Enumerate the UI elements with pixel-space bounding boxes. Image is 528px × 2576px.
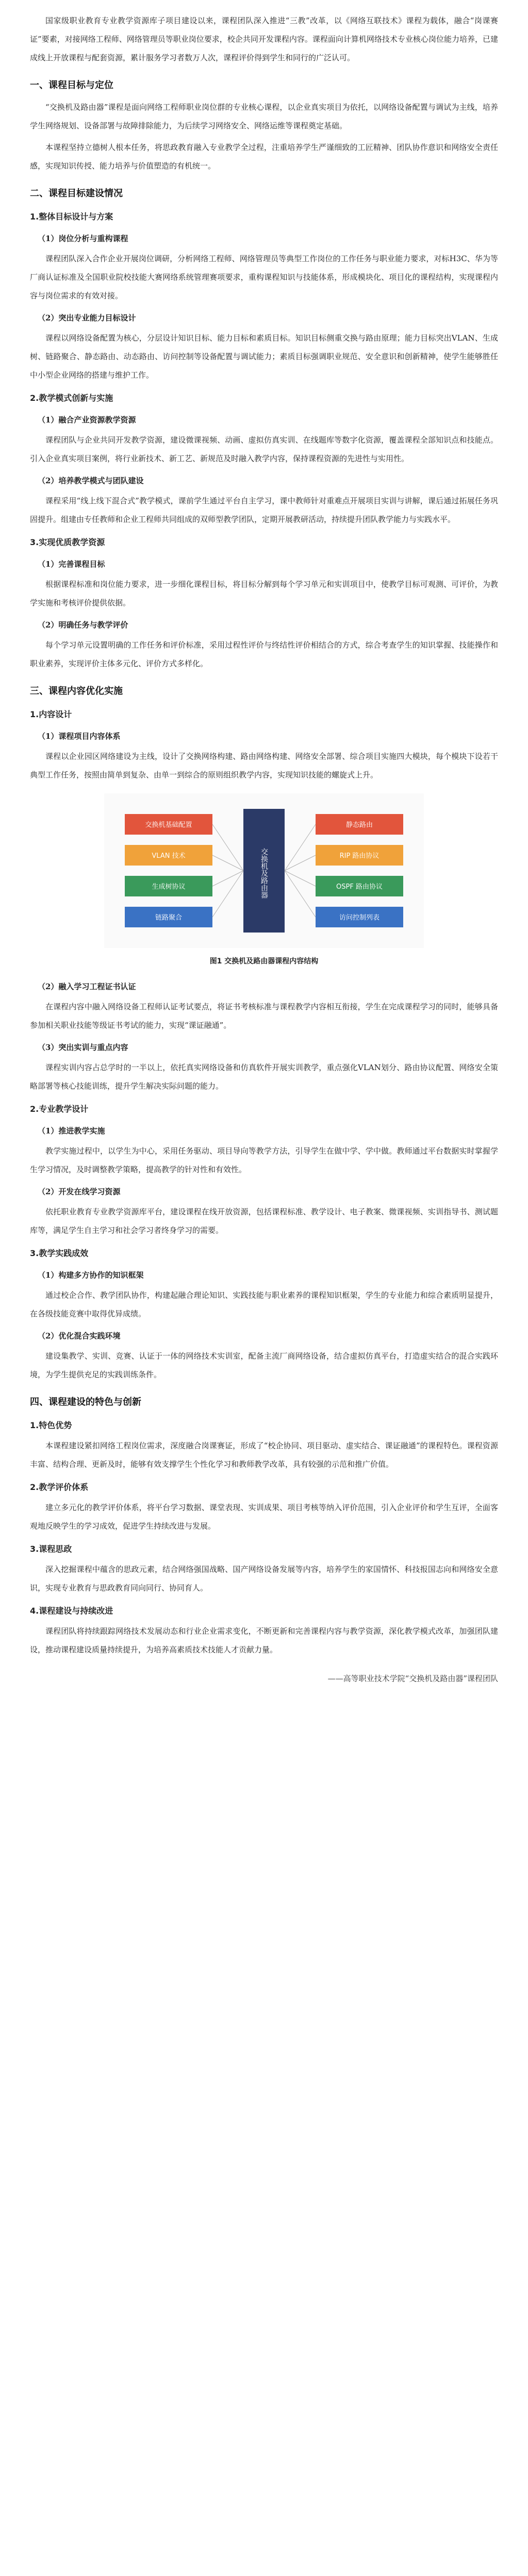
paragraph: 课程团队与企业共同开发教学资源，建设微课视频、动画、虚拟仿真实训、在线题库等数字化资源，覆盖课程全部知识点和技能点。引入企业真实项目案例，将行业新技术、新工艺、新规范及时融入教学内容，保持课程资源的先进性与实用性。: [30, 435, 498, 463]
right-item-label: OSPF 路由协议: [336, 883, 383, 891]
left-item-label: 生成树协议: [152, 883, 186, 891]
item-title: （1）课程项目内容体系: [38, 732, 121, 741]
subsection-title: 2.教学模式创新与实施: [30, 393, 113, 403]
item-title: （2）开发在线学习资源: [38, 1187, 121, 1196]
paragraph: “交换机及路由器”课程是面向网络工程师职业岗位群的专业核心课程，以企业真实项目为依托，以网络设备配置与调试为主线，培养学生网络规划、设备部署与故障排除能力，为后续学习网络安全、网络运维等课程奠定基础。: [30, 103, 498, 130]
intro-paragraph: 国家级职业教育专业教学资源库子项目建设以来，课程团队深入推进“三教”改革，以《网络互联技术》课程为载体，融合“岗课赛证”要素，对接网络工程师、网络管理员等职业岗位要求，校企共同开发课程内容。课程面向计算机网络技术专业核心岗位能力培养，已建成线上开放课程与配套资源，累计服务学习者数万人次，课程评价得到学生和同行的广泛认可。: [30, 16, 498, 62]
subsection-title: 3.课程思政: [30, 1544, 72, 1554]
section-title: 三、课程内容优化实施: [30, 686, 123, 697]
subsection-title: 2.专业教学设计: [30, 1104, 89, 1114]
paragraph: 课程以企业园区网络建设为主线，设计了交换网络构建、路由网络构建、网络安全部署、综合项目实施四大模块，每个模块下设若干典型工作任务，按照由简单到复杂、由单一到综合的原则组织教学内容，实现知识技能的螺旋式上升。: [30, 752, 498, 779]
paragraph: 课程团队将持续跟踪网络技术发展动态和行业企业需求变化，不断更新和完善课程内容与教学资源，深化教学模式改革，加强团队建设，推动课程建设质量持续提升，为培养高素质技术技能人才贡献力量。: [30, 1626, 498, 1654]
paragraph: 依托职业教育专业教学资源库平台，建设课程在线开放资源，包括课程标准、教学设计、电子教案、微课视频、实训指导书、测试题库等，满足学生自主学习和社会学习者终身学习的需要。: [30, 1207, 498, 1235]
paragraph: 建设集教学、实训、竞赛、认证于一体的网络技术实训室，配备主流厂商网络设备，结合虚拟仿真平台，打造虚实结合的混合实践环境，为学生提供充足的实践训练条件。: [30, 1351, 498, 1379]
subsection-title: 3.实现优质教学资源: [30, 537, 105, 547]
subsection-title: 3.教学实践成效: [30, 1248, 89, 1258]
center-label: 交换机及路由器: [260, 848, 268, 899]
item-title: （1）岗位分析与重构课程: [38, 234, 128, 243]
paragraph: 课程采用“线上线下混合式”教学模式，课前学生通过平台自主学习，课中教师针对重难点开展项目实训与讲解，课后通过拓展任务巩固提升。组建由专任教师和企业工程师共同组成的双师型教学团队，定期开展教研活动，持续提升团队教学能力与实践水平。: [30, 496, 498, 524]
paragraph: 课程团队深入合作企业开展岗位调研，分析网络工程师、网络管理员等典型工作岗位的工作任务与职业能力要求，对标H3C、华为等厂商认证标准及全国职业院校技能大赛网络系统管理赛项要求，重构课程知识与技能体系，形成模块化、项目化的课程结构，实现课程内容与岗位需求的有效对接。: [30, 254, 498, 300]
item-title: （1）构建多方协作的知识框架: [38, 1270, 144, 1280]
paragraph: 课程实训内容占总学时的一半以上，依托真实网络设备和仿真软件开展实训教学，重点强化VLAN划分、路由协议配置、网络安全策略部署等核心技能训练，提升学生解决实际问题的能力。: [30, 1063, 498, 1091]
paragraph: 本课程坚持立德树人根本任务，将思政教育融入专业教学全过程，注重培养学生严谨细致的工匠精神、团队协作意识和网络安全责任感，实现知识传授、能力培养与价值塑造的有机统一。: [30, 143, 498, 171]
paragraph: 建立多元化的教学评价体系，将平台学习数据、课堂表现、实训成果、项目考核等纳入评价范围，引入企业评价和学生互评，全面客观地反映学生的学习成效，促进学生持续改进与发展。: [30, 1503, 498, 1531]
item-title: （2）优化混合实践环境: [38, 1331, 121, 1341]
left-items: [125, 814, 212, 927]
paragraph: 在课程内容中融入网络设备工程师认证考试要点，将证书考核标准与课程教学内容相互衔接，学生在完成课程学习的同时，能够具备参加相关职业技能等级证书考试的能力，实现“课证融通”。: [30, 1002, 498, 1030]
figure-caption: 图1 交换机及路由器课程内容结构: [209, 957, 319, 965]
item-title: （1）融合产业资源教学资源: [38, 415, 136, 425]
left-item-label: 交换机基础配置: [145, 821, 192, 829]
subsection-title: 1.特色优势: [30, 1420, 72, 1430]
item-title: （3）突出实训与重点内容: [38, 1043, 128, 1052]
left-item-label: 链路聚合: [155, 914, 183, 922]
course-structure-figure: [104, 793, 424, 948]
section-title: 一、课程目标与定位: [30, 80, 113, 91]
item-title: （2）融入学习工程证书认证: [38, 982, 136, 991]
article-signature: ——高等职业技术学院“交换机及路由器”课程团队: [327, 1674, 498, 1683]
item-title: （2）明确任务与教学评价: [38, 620, 128, 630]
paragraph: 通过校企合作、教学团队协作，构建起融合理论知识、实践技能与职业素养的课程知识框架，学生的专业能力和综合素质明显提升，在各级技能竞赛中取得优异成绩。: [30, 1291, 498, 1318]
paragraph: 根据课程标准和岗位能力要求，进一步细化课程目标，将目标分解到每个学习单元和实训项目中，使教学目标可观测、可评价，为教学实施和考核评价提供依据。: [30, 580, 498, 607]
right-item-label: 静态路由: [345, 821, 373, 829]
subsection-title: 1.整体目标设计与方案: [30, 212, 113, 222]
right-item-label: 访问控制列表: [339, 914, 380, 922]
paragraph: 深入挖掘课程中蕴含的思政元素，结合网络强国战略、国产网络设备发展等内容，培养学生的家国情怀、科技报国志向和网络安全意识，实现专业教育与思政教育同向同行、协同育人。: [30, 1565, 498, 1592]
section-title: 四、课程建设的特色与创新: [30, 1397, 141, 1408]
item-title: （1）完善课程目标: [38, 560, 105, 569]
course-structure-diagram: [104, 793, 424, 948]
item-title: （1）推进教学实施: [38, 1126, 105, 1136]
subsection-title: 2.教学评价体系: [30, 1482, 89, 1492]
article-page: [30, 0, 498, 1688]
paragraph: 教学实施过程中，以学生为中心，采用任务驱动、项目导向等教学方法，引导学生在做中学、学中做。教师通过平台数据实时掌握学生学习情况，及时调整教学策略，提高教学的针对性和有效性。: [30, 1146, 498, 1174]
item-title: （2）突出专业能力目标设计: [38, 313, 136, 323]
subsection-title: 4.课程建设与持续改进: [30, 1606, 113, 1616]
paragraph: 每个学习单元设置明确的工作任务和评价标准，采用过程性评价与终结性评价相结合的方式，综合考查学生的知识掌握、技能操作和职业素养，实现评价主体多元化、评价方式多样化。: [30, 640, 498, 668]
right-item-label: RIP 路由协议: [339, 852, 380, 860]
paragraph: 课程以网络设备配置为核心，分层设计知识目标、能力目标和素质目标。知识目标侧重交换与路由原理；能力目标突出VLAN、生成树、链路聚合、静态路由、动态路由、访问控制等设备配置与调试能力；素质目标强调职业规范、安全意识和创新精神，使学生能够胜任中小型企业网络的搭建与维护工作。: [30, 333, 498, 380]
item-title: （2）培养教学模式与团队建设: [38, 476, 144, 485]
left-item-label: VLAN 技术: [152, 852, 186, 860]
subsection-title: 1.内容设计: [30, 709, 72, 719]
section-title: 二、课程目标建设情况: [30, 188, 123, 199]
right-items: [316, 814, 403, 927]
paragraph: 本课程建设紧扣网络工程岗位需求，深度融合岗课赛证，形成了“校企协同、项目驱动、虚实结合、课证融通”的课程特色。课程资源丰富、结构合理、更新及时，能够有效支撑学生个性化学习和教师教学改革，具有较强的示范和推广价值。: [30, 1441, 498, 1469]
